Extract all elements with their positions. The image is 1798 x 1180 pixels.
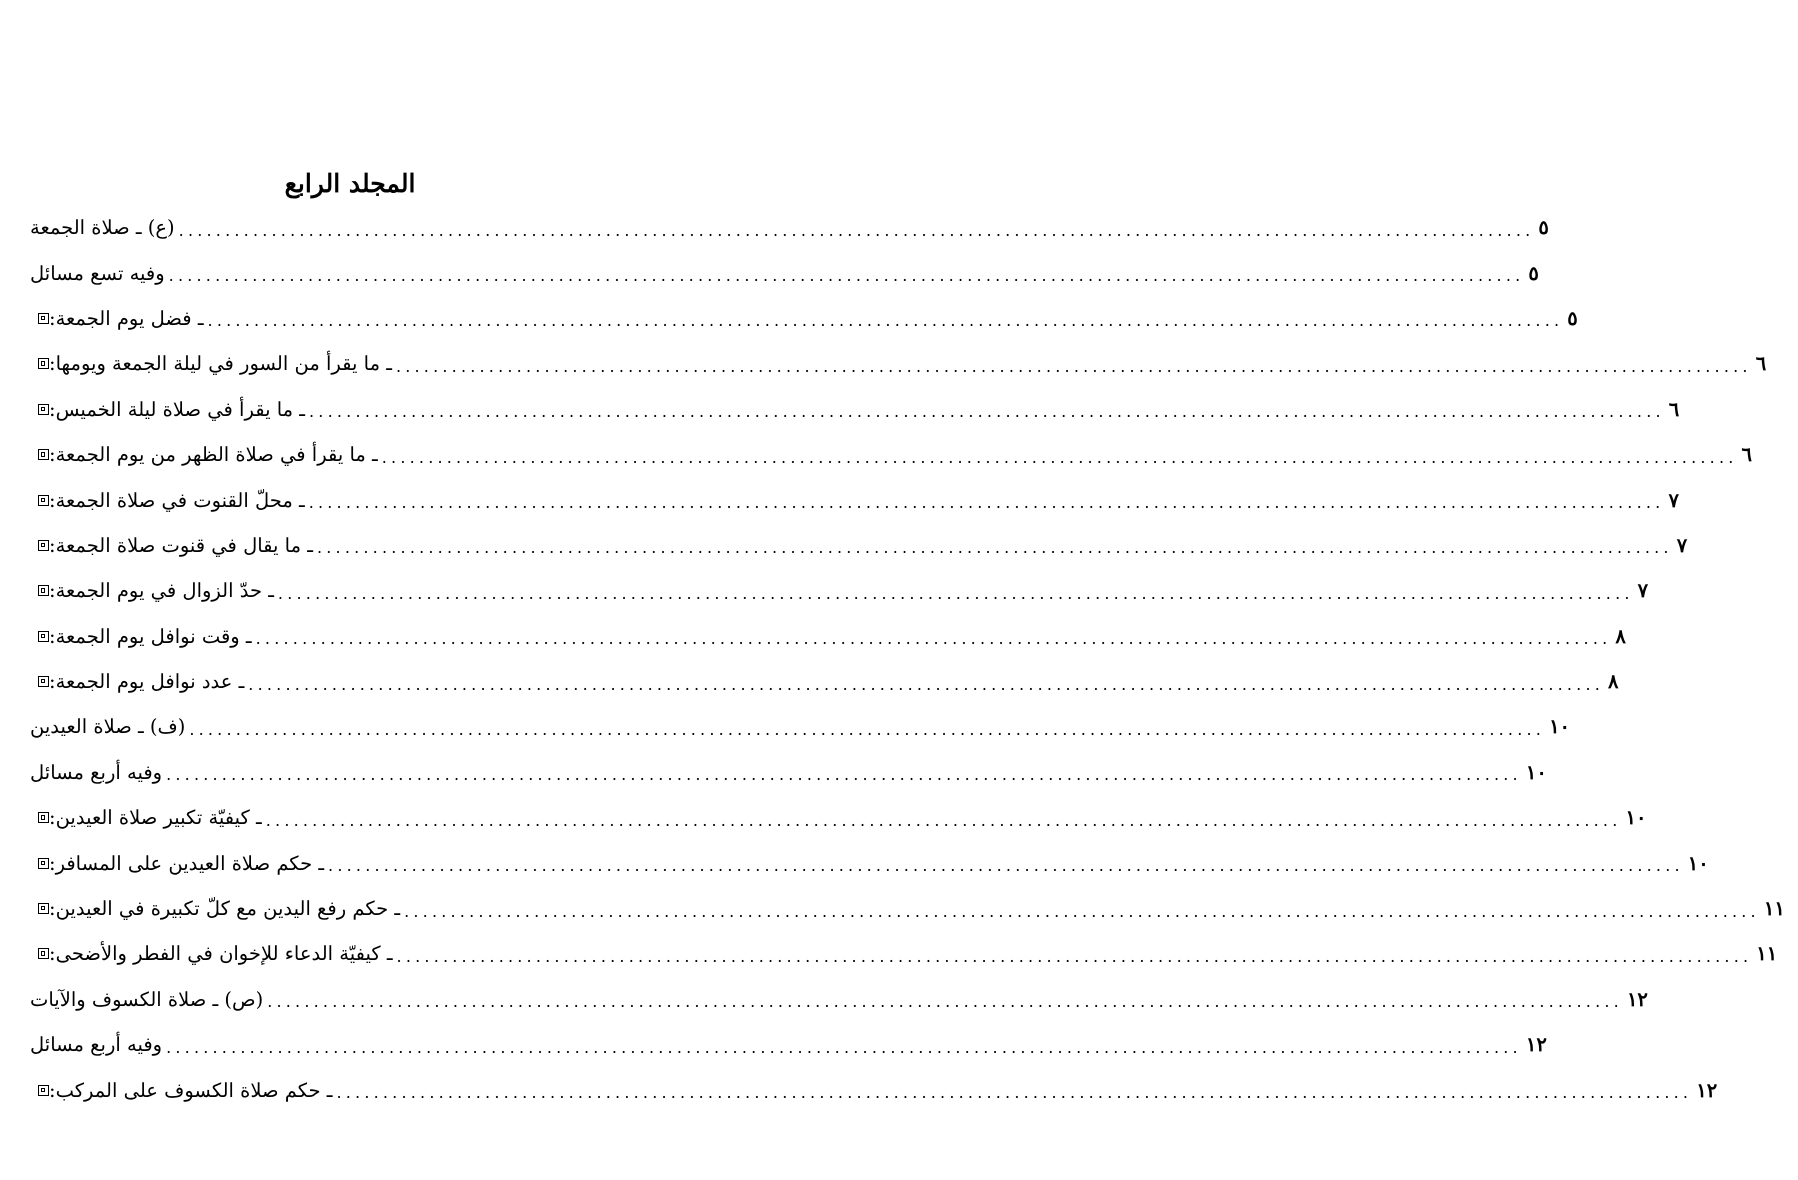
table-of-contents <box>30 205 1785 1113</box>
toc-entry <box>30 795 1647 840</box>
square-bullet-icon <box>38 631 49 642</box>
toc-entry <box>30 387 1680 432</box>
toc-entry-title: (ف) ـ صلاة العيدين <box>30 715 186 739</box>
dot-leader: .................................................................................................................................................. <box>189 719 1546 739</box>
dot-leader: .................................................................................................................................................. <box>396 946 1753 966</box>
dot-leader: .................................................................................................................................................. <box>395 356 1752 376</box>
dot-leader: .................................................................................................................................................. <box>328 856 1684 876</box>
dot-leader: .................................................................................................................................................. <box>277 583 1634 603</box>
dot-leader: .................................................................................................................................................. <box>308 493 1665 513</box>
toc-page-number: ٥ <box>1567 306 1578 330</box>
toc-entry-title: وفيه تسع مسائل <box>30 261 165 285</box>
square-bullet-icon <box>38 676 49 687</box>
toc-entry <box>30 704 1571 749</box>
toc-entry-title: ـ حكم صلاة الكسوف على المركب: <box>49 1078 333 1102</box>
toc-entry-title: وفيه أربع مسائل <box>30 760 163 784</box>
toc-entry <box>30 750 1547 795</box>
toc-entry <box>30 886 1785 931</box>
toc-entry <box>30 432 1752 477</box>
toc-page-number: ١٠ <box>1549 715 1571 739</box>
toc-page-number: ٥ <box>1528 261 1539 285</box>
dot-leader: .................................................................................................................................................. <box>168 266 1525 286</box>
dot-leader: .................................................................................................................................................. <box>207 311 1564 331</box>
toc-page-number: ١٢ <box>1696 1078 1718 1102</box>
dot-leader: .................................................................................................................................................. <box>178 220 1535 240</box>
toc-entry-title: ـ حكم صلاة العيدين على المسافر: <box>49 851 325 875</box>
toc-entry <box>30 659 1619 704</box>
toc-entry <box>30 477 1679 522</box>
toc-entry-title: ـ ما يقرأ في صلاة الظهر من يوم الجمعة: <box>49 443 378 467</box>
toc-entry-title: ـ ما يقرأ في صلاة ليلة الخميس: <box>49 397 306 421</box>
toc-page-number: ١٢ <box>1525 1033 1547 1057</box>
toc-entry <box>30 568 1649 613</box>
dot-leader: .................................................................................................................................................. <box>166 1037 1522 1057</box>
toc-entry-title: ـ حكم رفع اليدين مع كلّ تكبيرة في العيدين: <box>49 897 401 921</box>
toc-entry <box>30 614 1626 659</box>
toc-entry <box>30 523 1688 568</box>
toc-entry <box>30 1067 1718 1112</box>
toc-entry-title: (ص) ـ صلاة الكسوف والآيات <box>30 987 264 1011</box>
toc-page-number: ١٠ <box>1687 851 1709 875</box>
square-bullet-icon <box>38 812 49 823</box>
toc-page-number: ٧ <box>1668 488 1679 512</box>
dot-leader: .................................................................................................................................................. <box>316 538 1673 558</box>
toc-page-number: ٧ <box>1637 579 1649 603</box>
square-bullet-icon <box>38 404 49 415</box>
toc-page-number: ١٢ <box>1626 987 1648 1011</box>
toc-entry-title: ـ كيفيّة الدعاء للإخوان في الفطر والأضحى: <box>49 942 393 966</box>
dot-leader: .................................................................................................................................................. <box>255 629 1612 649</box>
square-bullet-icon <box>38 449 49 460</box>
toc-page-number: ٦ <box>1755 352 1767 376</box>
toc-entry-title: ـ فضل يوم الجمعة: <box>49 306 204 330</box>
toc-entry-title: ـ ما يقرأ من السور في ليلة الجمعة ويومها: <box>49 352 392 376</box>
dot-leader: .................................................................................................................................................. <box>309 402 1665 422</box>
dot-leader: .................................................................................................................................................. <box>381 447 1738 467</box>
toc-page-number: ١١ <box>1763 897 1785 921</box>
toc-entry <box>30 296 1578 341</box>
toc-page-number: ٦ <box>1741 443 1752 467</box>
toc-entry <box>30 931 1778 976</box>
toc-entry-title: ـ وقت نوافل يوم الجمعة: <box>49 624 252 648</box>
dot-leader: .................................................................................................................................................. <box>166 765 1522 785</box>
square-bullet-icon <box>38 540 49 551</box>
toc-page-number: ٧ <box>1676 533 1688 557</box>
dot-leader: .................................................................................................................................................. <box>248 674 1605 694</box>
toc-entry-title: وفيه أربع مسائل <box>30 1033 163 1057</box>
toc-entry <box>30 205 1549 250</box>
square-bullet-icon <box>38 1085 49 1096</box>
toc-entry-title: ـ ما يقال في قنوت صلاة الجمعة: <box>49 533 313 557</box>
toc-entry-title: ـ كيفيّة تكبير صلاة العيدين: <box>49 806 262 830</box>
toc-page-number: ١١ <box>1756 942 1778 966</box>
toc-entry-title: ـ عدد نوافل يوم الجمعة: <box>49 670 245 694</box>
toc-page-number: ١٠ <box>1525 760 1547 784</box>
toc-page-number: ٥ <box>1538 216 1549 240</box>
toc-entry <box>30 840 1709 885</box>
volume-title: المجلد الرابع <box>284 169 416 198</box>
dot-leader: .................................................................................................................................................. <box>404 901 1760 921</box>
toc-entry-title: ـ حدّ الزوال في يوم الجمعة: <box>49 579 274 603</box>
square-bullet-icon <box>38 495 49 506</box>
square-bullet-icon <box>38 313 49 324</box>
dot-leader: .................................................................................................................................................. <box>265 810 1622 830</box>
dot-leader: .................................................................................................................................................. <box>267 992 1623 1012</box>
toc-page-number: ٨ <box>1608 670 1619 694</box>
square-bullet-icon <box>38 585 49 596</box>
square-bullet-icon <box>38 948 49 959</box>
dot-leader: .................................................................................................................................................. <box>336 1083 1693 1103</box>
toc-page-number: ٨ <box>1615 624 1626 648</box>
toc-entry-title: (ع) ـ صلاة الجمعة <box>30 216 175 240</box>
toc-entry <box>30 341 1767 386</box>
toc-entry <box>30 1022 1547 1067</box>
square-bullet-icon <box>38 903 49 914</box>
toc-entry <box>30 977 1648 1022</box>
square-bullet-icon <box>38 358 49 369</box>
toc-entry <box>30 250 1539 295</box>
square-bullet-icon <box>38 858 49 869</box>
toc-page-number: ١٠ <box>1625 806 1647 830</box>
toc-entry-title: ـ محلّ القنوت في صلاة الجمعة: <box>49 488 305 512</box>
toc-page-number: ٦ <box>1668 397 1680 421</box>
